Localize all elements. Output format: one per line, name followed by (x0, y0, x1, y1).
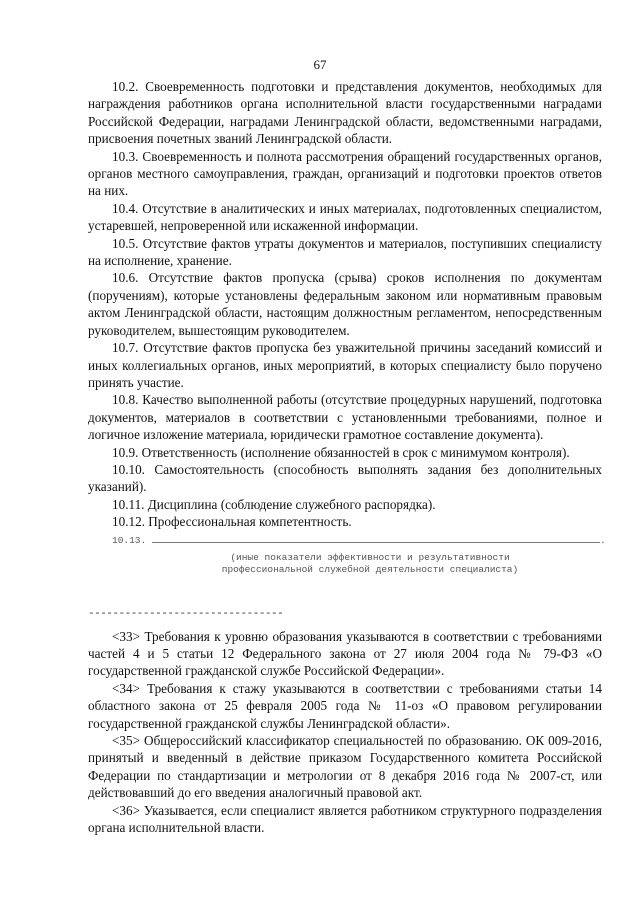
footnotes (88, 628, 602, 837)
document-body (88, 78, 606, 836)
footnote-33: <33> Требования к уровню образования указываются в соответствии с требованиями частей 4 и 5 статьи 12 Федерального закона от 27 июля 2004 года № 79-ФЗ «О государственной гражданской службе Российской Федерации». (88, 628, 602, 679)
footnote-35: <35> Общероссийский классификатор специальностей по образованию. ОК 009-2016, принятый и введенный в действие приказом Государственного комитета Российской Федерации по стандартизации и метрологии от 8 декабря 2016 года № 2007-ст, или действовавший до его введения аналогичный правовой акт. (88, 733, 602, 801)
item-10-13-number: 10.13. (112, 534, 147, 546)
paragraph-10-4: 10.4. Отсутствие в аналитических и иных материалах, подготовленных специалистом, устаревшей, непроверенной или искаженной информации. (88, 200, 602, 234)
item-10-13-caption (138, 552, 602, 576)
paragraph-10-7: 10.7. Отсутствие фактов пропуска без уважительной причины заседаний комиссий и иных коллегиальных органов, иных мероприятий, в которых специалисту было поручено принять участие. (88, 340, 602, 390)
paragraph-10-11: 10.11. Дисциплина (соблюдение служебного распорядка). (112, 496, 436, 512)
item-10-13-blank-line (152, 542, 600, 543)
footnote-36: <36> Указывается, если специалист является работником структурного подразделения органа исполнительной власти. (88, 802, 602, 836)
caption-line-1: (иные показатели эффективности и результативности (230, 551, 510, 563)
paragraph-10-10: 10.10. Самостоятельность (способность выполнять задания без дополнительных указаний). (88, 461, 602, 495)
paragraph-10-5: 10.5. Отсутствие фактов утраты документов и материалов, поступивших специалисту на исполнение, хранение. (88, 235, 602, 269)
footnote-34: <34> Требования к стажу указываются в соответствии с требованиями статьи 14 областного закона от 25 февраля 2005 года № 11-оз «О правовом регулировании государственной гражданской службы Ленинградской области». (88, 680, 602, 731)
paragraph-10-8: 10.8. Качество выполненной работы (отсутствие процедурных нарушений, подготовка документов, материалов в соответствии с установленными требованиями, полное и логичное изложение материала, юридически грамотное составление документа). (88, 392, 602, 443)
footnote-separator: -------------------------------- (88, 607, 284, 620)
item-10-13 (88, 532, 606, 552)
paragraph-10-3: 10.3. Своевременность и полнота рассмотрения обращений государственных органов, органов местного самоуправления, граждан, организаций и подготовки проектов ответов на них. (88, 148, 602, 199)
page-number: 67 (313, 57, 327, 72)
paragraph-10-12: 10.12. Профессиональная компетентность. (112, 514, 352, 530)
paragraph-10-2: 10.2. Своевременность подготовки и представления документов, необходимых для награждения работников органа исполнительной власти государственными наградами Российской Федерации, наградами Ленинградской области, ведомственными наградами, присвоения почетных званий Ленинградской области. (88, 79, 602, 147)
paragraph-10-6: 10.6. Отсутствие фактов пропуска (срыва) сроков исполнения по документам (поручениям), которые установлены федеральным законом или нормативным правовым актом Ленинградской области, настоящим должностным регламентом, непосредственным руководителем, вышестоящим руководителем. (88, 270, 602, 338)
paragraph-10-9: 10.9. Ответственность (исполнение обязанностей в срок с минимумом контроля). (112, 444, 570, 460)
item-10-13-end: . (600, 534, 606, 546)
caption-line-2: профессиональной служебной деятельности специалиста) (221, 563, 519, 575)
